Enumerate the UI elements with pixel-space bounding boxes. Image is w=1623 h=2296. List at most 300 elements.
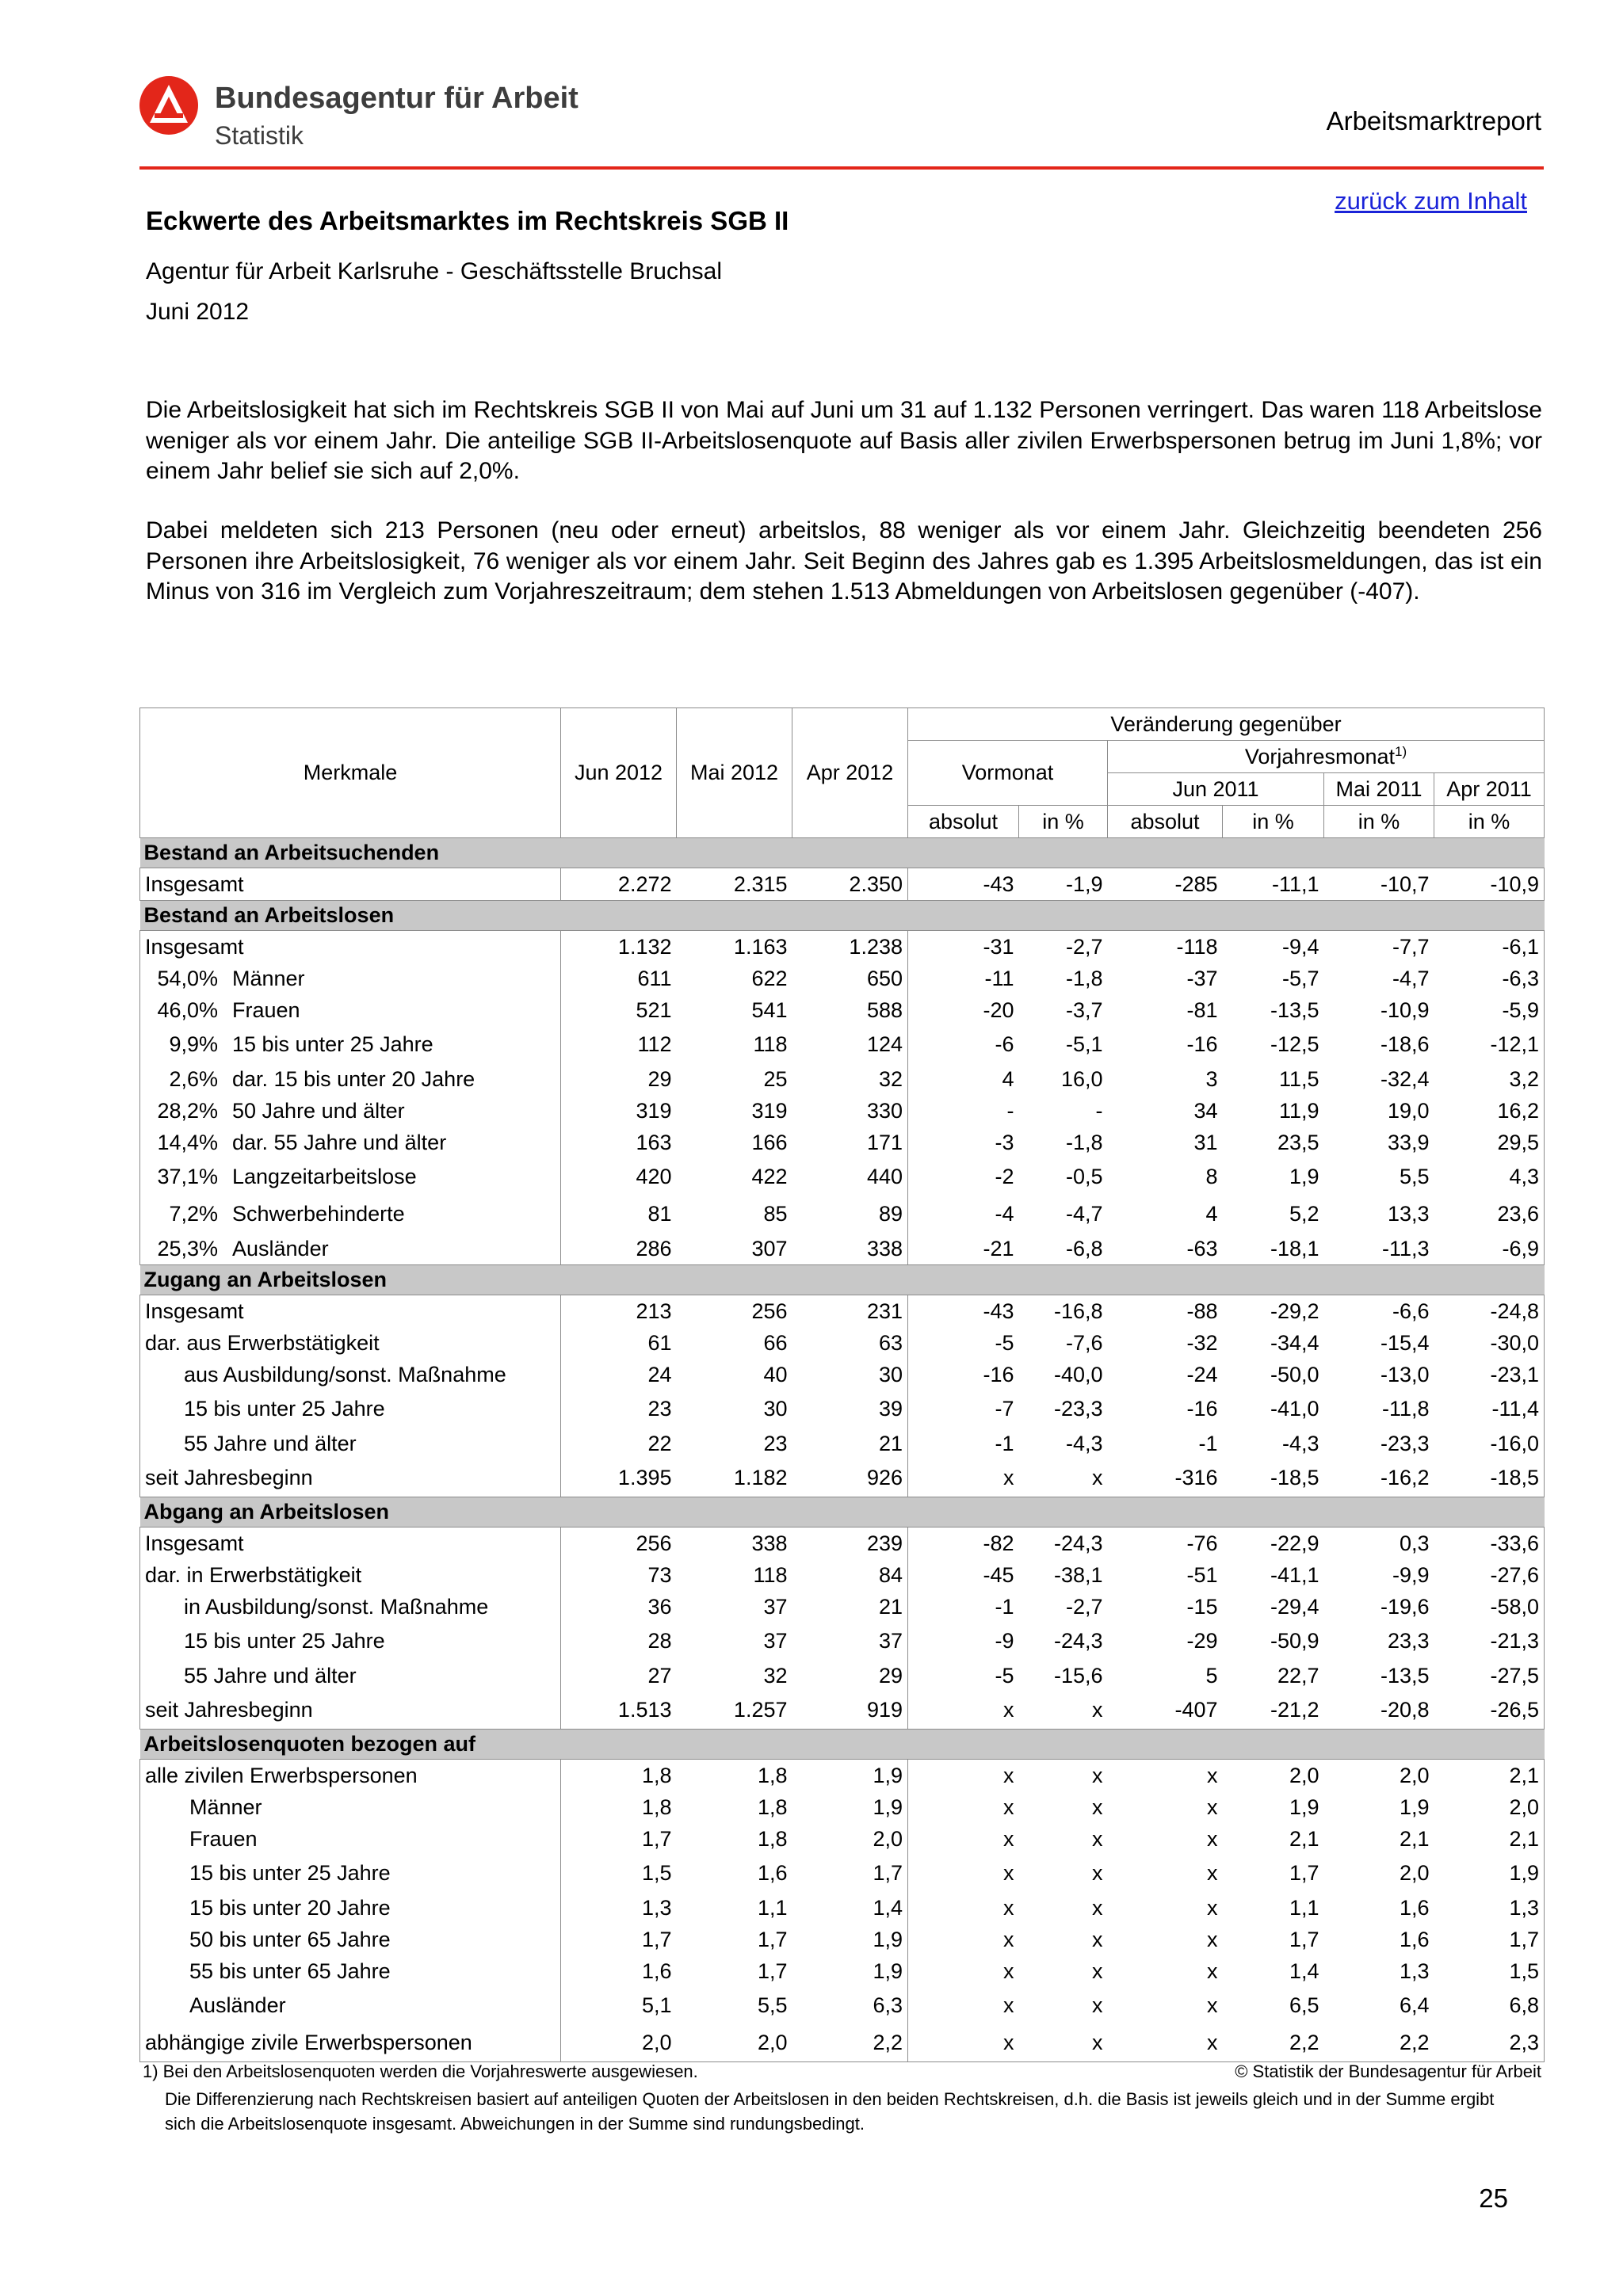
cell-vorjahr-pct: -11,1 xyxy=(1271,871,1319,896)
cell-vormonat-absolut: -5 xyxy=(995,1330,1014,1355)
cell-mai-2011-pct: -13,5 xyxy=(1380,1663,1430,1688)
cell-mai-2012: 66 xyxy=(763,1330,788,1355)
cell-apr-2011-pct: 1,7 xyxy=(1434,1924,1545,1955)
cell-apr-2011-pct: -10,9 xyxy=(1434,868,1545,901)
cell-apr-2011-pct: -30,0 xyxy=(1434,1327,1545,1359)
cell-vorjahr-absolut: 8 xyxy=(1205,1165,1218,1188)
cell-vorjahr-absolut: -81 xyxy=(1186,997,1218,1022)
cell-apr-2011-pct: -58,0 xyxy=(1434,1591,1545,1623)
cell-mai-2012: 1,7 xyxy=(757,1958,788,1983)
header-absolut: absolut xyxy=(908,806,1019,838)
cell-apr-2012: 440 xyxy=(792,1158,908,1196)
cell-vormonat-absolut: x xyxy=(1003,1794,1014,1819)
cell-apr-2012: 1,4 xyxy=(792,1892,908,1924)
cell-vorjahr-pct: -4,3 xyxy=(1281,1431,1319,1455)
row-label xyxy=(140,1158,561,1196)
table-row xyxy=(140,1955,1545,1987)
cell-mai-2012: 1.163 xyxy=(733,934,788,959)
row-label xyxy=(140,1233,561,1265)
cell-apr-2012: 30 xyxy=(792,1359,908,1390)
cell-vorjahr-absolut: -76 xyxy=(1186,1531,1218,1555)
section-title: Arbeitslosenquoten bezogen auf xyxy=(140,1730,1545,1760)
cell-vormonat-pct: -23,3 xyxy=(1053,1397,1103,1421)
cell-mai-2011-pct: -23,3 xyxy=(1380,1431,1430,1455)
cell-apr-2011-pct: 16,2 xyxy=(1434,1095,1545,1127)
cell-vorjahr-pct: -12,5 xyxy=(1270,1032,1319,1056)
cell-mai-2011-pct: 2,0 xyxy=(1399,1861,1430,1885)
cell-vormonat-absolut: -4 xyxy=(995,1202,1014,1226)
cell-vorjahr-absolut: x xyxy=(1207,1826,1218,1851)
share-percent: 9,9% xyxy=(169,1032,218,1056)
row-label xyxy=(140,963,561,994)
cell-vorjahr-pct: 1,7 xyxy=(1289,1927,1319,1951)
cell-mai-2012: 85 xyxy=(763,1202,788,1226)
cell-mai-2011-pct: -20,8 xyxy=(1380,1698,1430,1722)
cell-vormonat-absolut: x xyxy=(1003,1466,1014,1489)
cell-apr-2012: 1,9 xyxy=(792,1760,908,1792)
cell-jun-2012: 420 xyxy=(636,1165,672,1188)
cell-mai-2011-pct: 1,9 xyxy=(1399,1794,1430,1819)
table-row xyxy=(140,1063,1545,1095)
cell-vormonat-absolut: x xyxy=(1003,1763,1014,1787)
cell-vorjahr-pct: -34,4 xyxy=(1270,1330,1319,1355)
cell-apr-2012: 84 xyxy=(792,1559,908,1591)
cell-apr-2011-pct: 1,5 xyxy=(1434,1955,1545,1987)
cell-apr-2012: 29 xyxy=(792,1660,908,1691)
cell-vormonat-pct: -4,7 xyxy=(1065,1202,1103,1226)
cell-jun-2012: 1.513 xyxy=(617,1698,672,1722)
cell-apr-2012: 2.350 xyxy=(792,868,908,901)
cell-vorjahr-absolut: x xyxy=(1207,1794,1218,1819)
cell-vorjahr-absolut: x xyxy=(1207,1958,1218,1983)
cell-mai-2011-pct: 19,0 xyxy=(1387,1098,1430,1123)
row-label: 15 bis unter 20 Jahre xyxy=(140,1892,561,1924)
cell-jun-2012: 61 xyxy=(647,1330,672,1355)
cell-apr-2011-pct: -18,5 xyxy=(1434,1459,1545,1497)
cell-mai-2012: 1,6 xyxy=(757,1861,788,1885)
cell-jun-2012: 163 xyxy=(636,1130,672,1154)
share-percent: 46,0% xyxy=(157,997,218,1022)
row-label: Insgesamt xyxy=(140,1295,561,1328)
cell-vormonat-absolut: -82 xyxy=(983,1531,1014,1555)
cell-apr-2011-pct: 2,1 xyxy=(1434,1823,1545,1855)
share-percent: 25,3% xyxy=(157,1236,218,1261)
cell-vormonat-absolut: - xyxy=(1006,1098,1014,1123)
row-label: dar. aus Erwerbstätigkeit xyxy=(140,1327,561,1359)
cell-apr-2012: 1,9 xyxy=(792,1791,908,1823)
section-title: Abgang an Arbeitslosen xyxy=(140,1497,1545,1527)
table-row xyxy=(140,1095,1545,1127)
cell-mai-2011-pct: -7,7 xyxy=(1392,934,1430,959)
cell-vormonat-pct: -16,8 xyxy=(1053,1299,1103,1323)
cell-mai-2012: 1,1 xyxy=(757,1895,788,1920)
row-label-text: 15 bis unter 25 Jahre xyxy=(232,1032,433,1056)
row-label: abhängige zivile Erwerbspersonen xyxy=(140,2024,561,2062)
cell-vorjahr-absolut: 3 xyxy=(1205,1066,1218,1091)
cell-vormonat-pct: -24,3 xyxy=(1053,1531,1103,1555)
cell-apr-2012: 919 xyxy=(792,1691,908,1730)
cell-jun-2012: 256 xyxy=(636,1531,672,1555)
cell-mai-2012: 541 xyxy=(751,997,788,1022)
cell-apr-2012: 650 xyxy=(792,963,908,994)
ba-logo-icon xyxy=(139,75,199,135)
table-row xyxy=(140,1327,1545,1359)
row-label-text: Frauen xyxy=(232,997,300,1022)
table-row xyxy=(140,1591,1545,1623)
table-row xyxy=(140,1428,1545,1459)
cell-jun-2012: 23 xyxy=(647,1397,672,1421)
cell-vorjahr-pct: 1,4 xyxy=(1289,1958,1319,1983)
cell-mai-2011-pct: 1,6 xyxy=(1399,1927,1430,1951)
cell-mai-2011-pct: 1,3 xyxy=(1399,1958,1430,1983)
cell-mai-2012: 166 xyxy=(751,1130,788,1154)
table-row xyxy=(140,1295,1545,1328)
cell-mai-2012: 338 xyxy=(751,1531,788,1555)
table-row xyxy=(140,1527,1545,1560)
table-row xyxy=(140,1233,1545,1265)
cell-mai-2012: 32 xyxy=(763,1663,788,1688)
cell-vorjahr-absolut: x xyxy=(1108,2024,1223,2062)
report-label: Arbeitsmarktreport xyxy=(1326,106,1541,135)
cell-mai-2012: 319 xyxy=(751,1098,788,1123)
cell-mai-2011-pct: 23,3 xyxy=(1387,1629,1430,1653)
cell-vorjahr-pct: -50,0 xyxy=(1270,1362,1319,1386)
cell-vorjahr-absolut: -1 xyxy=(1198,1431,1218,1455)
cell-vorjahr-pct: -18,1 xyxy=(1270,1236,1319,1261)
cell-vormonat-absolut: -45 xyxy=(983,1562,1014,1587)
cell-mai-2012: 256 xyxy=(751,1299,788,1323)
cell-jun-2012: 1,7 xyxy=(641,1927,672,1951)
cell-jun-2012: 24 xyxy=(647,1362,672,1386)
cell-apr-2012: 21 xyxy=(792,1428,908,1459)
cell-jun-2012: 1,3 xyxy=(641,1895,672,1920)
cell-vormonat-absolut: -11 xyxy=(984,966,1014,990)
table-row xyxy=(140,1791,1545,1823)
cell-vorjahr-pct: 11,9 xyxy=(1278,1098,1319,1123)
share-percent: 54,0% xyxy=(157,966,218,990)
cell-vorjahr-absolut: 4 xyxy=(1205,1202,1218,1226)
cell-jun-2012: 611 xyxy=(637,966,672,990)
cell-mai-2012: 118 xyxy=(753,1562,788,1587)
summary-paragraph-1: Die Arbeitslosigkeit hat sich im Rechtskreis SGB II von Mai auf Juni um 31 auf 1.132 Personen verringert. Das waren 118 Arbeitslose weniger als vor einem Jahr. Die anteilige SGB II-Arbeitslosenquote auf Basis aller zivilen Erwerbspersonen betrug im Juni 1,8%; vor einem Jahr belief sie sich auf 2,0%. xyxy=(146,397,1542,484)
row-label: Insgesamt xyxy=(140,1527,561,1560)
cell-apr-2012: 1.238 xyxy=(792,931,908,963)
cell-apr-2012: 21 xyxy=(792,1591,908,1623)
share-percent: 7,2% xyxy=(169,1202,218,1226)
row-label: dar. in Erwerbstätigkeit xyxy=(140,1559,561,1591)
cell-vorjahr-absolut: -24 xyxy=(1186,1362,1218,1386)
org-subtitle: Statistik xyxy=(215,121,304,150)
cell-jun-2012: 29 xyxy=(647,1066,672,1091)
cell-mai-2012: 37 xyxy=(763,1594,788,1619)
cell-mai-2011-pct: -10,9 xyxy=(1380,997,1430,1022)
cell-vorjahr-pct: -29,2 xyxy=(1270,1299,1319,1323)
section-title: Zugang an Arbeitslosen xyxy=(140,1265,1545,1295)
cell-jun-2012: 1,5 xyxy=(641,1861,672,1885)
table-row xyxy=(140,1559,1545,1591)
cell-apr-2011-pct: -33,6 xyxy=(1434,1527,1545,1560)
cell-apr-2011-pct: -24,8 xyxy=(1434,1295,1545,1328)
cell-vormonat-absolut: -3 xyxy=(995,1130,1014,1154)
cell-vormonat-pct: x xyxy=(1092,1698,1103,1722)
cell-mai-2011-pct: 2,0 xyxy=(1399,1763,1430,1787)
cell-vorjahr-pct: 2,1 xyxy=(1289,1826,1319,1851)
org-name: Bundesagentur für Arbeit xyxy=(215,82,579,115)
share-percent: 37,1% xyxy=(157,1165,218,1188)
cell-apr-2011-pct: 29,5 xyxy=(1434,1127,1545,1158)
cell-vorjahr-absolut: -285 xyxy=(1174,871,1218,896)
cell-mai-2011-pct: -16,2 xyxy=(1380,1466,1430,1489)
cell-vormonat-pct: x xyxy=(1092,1927,1103,1951)
cell-vormonat-absolut: -6 xyxy=(995,1032,1014,1056)
cell-jun-2012: 1,6 xyxy=(641,1958,672,1983)
cell-vormonat-absolut: x xyxy=(1003,1895,1014,1920)
header-vorjahresmonat: Vorjahresmonat$^{1)}$ xyxy=(1108,741,1545,773)
cell-jun-2012: 2.272 xyxy=(617,871,672,896)
cell-vorjahr-pct: -50,9 xyxy=(1270,1629,1319,1653)
cell-vorjahr-absolut: -407 xyxy=(1174,1698,1218,1722)
table-row xyxy=(140,1127,1545,1158)
section-title: Bestand an Arbeitsuchenden xyxy=(140,838,1545,868)
cell-apr-2011-pct: 2,0 xyxy=(1434,1791,1545,1823)
cell-vormonat-pct: -4,3 xyxy=(1065,1431,1103,1455)
footnote-2: Die Differenzierung nach Rechtskreisen basiert auf anteiligen Quoten der Arbeitslosen in den beiden Rechtskreisen, d.h. die Basis ist jeweils gleich und in der Summe ergibt sich die Arbeitslosenquote insgesamt. Abweichungen in der Summe sind rundungsbedingt. xyxy=(165,2089,1495,2134)
cell-vorjahr-absolut: -118 xyxy=(1176,934,1218,959)
cell-vormonat-absolut: x xyxy=(1003,1993,1014,2017)
cell-vorjahr-pct: 1,9 xyxy=(1289,1165,1319,1188)
cell-vormonat-absolut: -9 xyxy=(995,1629,1014,1653)
cell-mai-2011-pct: -11,3 xyxy=(1381,1236,1430,1261)
cell-apr-2012: 338 xyxy=(792,1233,908,1265)
cell-jun-2012: 2,0 xyxy=(561,2024,677,2062)
cell-vormonat-pct: -3,7 xyxy=(1065,997,1103,1022)
section-header-row xyxy=(140,838,1545,868)
cell-vorjahr-pct: 2,0 xyxy=(1289,1763,1319,1787)
cell-apr-2012: 1,9 xyxy=(792,1955,908,1987)
cell-jun-2012: 286 xyxy=(636,1236,672,1261)
cell-apr-2011-pct: -12,1 xyxy=(1434,1026,1545,1063)
row-label: 55 bis unter 65 Jahre xyxy=(140,1955,561,1987)
cell-vorjahr-absolut: -29 xyxy=(1186,1629,1218,1653)
cell-apr-2012: 39 xyxy=(792,1390,908,1428)
cell-vorjahr-absolut: x xyxy=(1207,1895,1218,1920)
cell-apr-2011-pct: 3,2 xyxy=(1434,1063,1545,1095)
cell-vorjahr-pct: 23,5 xyxy=(1277,1130,1319,1154)
cell-vormonat-absolut: -31 xyxy=(983,934,1014,959)
cell-vorjahr-pct: -29,4 xyxy=(1270,1594,1319,1619)
cell-vorjahr-absolut: -37 xyxy=(1186,966,1218,990)
row-label: Insgesamt xyxy=(140,868,561,901)
page-number: 25 xyxy=(1479,2183,1508,2213)
cell-mai-2012: 118 xyxy=(753,1032,788,1056)
cell-vorjahr-pct: -41,1 xyxy=(1270,1562,1319,1587)
cell-jun-2012: 213 xyxy=(636,1299,672,1323)
cell-vormonat-absolut: x xyxy=(1003,1958,1014,1983)
row-label xyxy=(140,994,561,1026)
cell-apr-2011-pct: 6,8 xyxy=(1434,1987,1545,2024)
cell-mai-2012: 1.257 xyxy=(733,1698,788,1722)
cell-vorjahr-pct: -13,5 xyxy=(1270,997,1319,1022)
cell-mai-2011-pct: -19,6 xyxy=(1380,1594,1430,1619)
row-label: 55 Jahre und älter xyxy=(140,1428,561,1459)
cell-vorjahr-pct: -5,7 xyxy=(1281,966,1319,990)
table-row xyxy=(140,2024,1545,2062)
row-label: 15 bis unter 25 Jahre xyxy=(140,1855,561,1892)
cell-vormonat-pct: -15,6 xyxy=(1053,1663,1103,1688)
cell-vorjahr-pct: -22,9 xyxy=(1270,1531,1319,1555)
cell-vormonat-absolut: -1 xyxy=(995,1594,1014,1619)
cell-apr-2012: 231 xyxy=(792,1295,908,1328)
table-row xyxy=(140,1760,1545,1792)
cell-vorjahr-pct: -9,4 xyxy=(1281,934,1319,959)
cell-vorjahr-pct: -18,5 xyxy=(1270,1466,1319,1489)
table-row xyxy=(140,1359,1545,1390)
cell-mai-2011-pct: -18,6 xyxy=(1380,1032,1430,1056)
row-label-text: Ausländer xyxy=(232,1236,329,1261)
header-in-pct: in % xyxy=(1223,806,1324,838)
cell-apr-2011-pct: -21,3 xyxy=(1434,1623,1545,1660)
row-label-text: Männer xyxy=(232,966,305,990)
header-apr-2011: Apr 2011 xyxy=(1434,773,1545,806)
cell-mai-2012: 1,8 xyxy=(757,1794,788,1819)
row-label xyxy=(140,1063,561,1095)
cell-vormonat-pct: x xyxy=(1019,2024,1108,2062)
cell-apr-2011-pct: -27,6 xyxy=(1434,1559,1545,1591)
cell-apr-2011-pct: -6,1 xyxy=(1434,931,1545,963)
row-label-text: 50 Jahre und älter xyxy=(232,1098,405,1123)
row-label: seit Jahresbeginn xyxy=(140,1459,561,1497)
cell-vormonat-pct: x xyxy=(1092,1763,1103,1787)
cell-vormonat-pct: x xyxy=(1092,1993,1103,2017)
cell-vorjahr-pct: -21,2 xyxy=(1270,1698,1319,1722)
cell-jun-2012: 28 xyxy=(647,1629,672,1653)
cell-vormonat-pct: x xyxy=(1092,1466,1103,1489)
table-row xyxy=(140,1390,1545,1428)
cell-apr-2012: 124 xyxy=(792,1026,908,1063)
cell-vormonat-absolut: -43 xyxy=(983,871,1014,896)
cell-vormonat-pct: -2,7 xyxy=(1065,934,1103,959)
cell-apr-2012: 588 xyxy=(792,994,908,1026)
cell-vormonat-absolut: x xyxy=(1003,1861,1014,1885)
table-row xyxy=(140,1660,1545,1691)
share-percent: 28,2% xyxy=(157,1098,218,1123)
header-veraenderung: Veränderung gegenüber xyxy=(908,708,1545,741)
cell-vormonat-pct: 16,0 xyxy=(1060,1066,1103,1091)
cell-apr-2011-pct: -11,4 xyxy=(1434,1390,1545,1428)
cell-vorjahr-absolut: -51 xyxy=(1186,1562,1218,1587)
cell-vorjahr-absolut: -316 xyxy=(1174,1466,1218,1489)
cell-vorjahr-pct: -41,0 xyxy=(1270,1397,1319,1421)
cell-vorjahr-absolut: x xyxy=(1207,1861,1218,1885)
cell-mai-2012: 1.182 xyxy=(733,1466,788,1489)
cell-jun-2012: 81 xyxy=(647,1202,672,1226)
header-in-pct: in % xyxy=(1324,806,1434,838)
cell-mai-2012: 40 xyxy=(763,1362,788,1386)
cell-mai-2012: 1,7 xyxy=(757,1927,788,1951)
cell-apr-2011-pct: -16,0 xyxy=(1434,1428,1545,1459)
row-label: alle zivilen Erwerbspersonen xyxy=(140,1760,561,1792)
cell-vorjahr-pct: 6,5 xyxy=(1289,1993,1319,2017)
cell-apr-2011-pct: 2,1 xyxy=(1434,1760,1545,1792)
row-label: Insgesamt xyxy=(140,931,561,963)
row-label-text: dar. 15 bis unter 20 Jahre xyxy=(232,1066,475,1091)
cell-vorjahr-pct: 2,2 xyxy=(1223,2024,1324,2062)
cell-vorjahr-absolut: 34 xyxy=(1193,1098,1218,1123)
cell-vorjahr-pct: 1,9 xyxy=(1289,1794,1319,1819)
cell-vormonat-pct: x xyxy=(1092,1826,1103,1851)
cell-mai-2012: 2.315 xyxy=(733,871,788,896)
header-divider xyxy=(139,166,1544,170)
cell-vorjahr-pct: 5,2 xyxy=(1289,1202,1319,1226)
cell-apr-2011-pct: 1,3 xyxy=(1434,1892,1545,1924)
cell-apr-2011-pct: -23,1 xyxy=(1434,1359,1545,1390)
back-to-contents-link[interactable]: zurück zum Inhalt xyxy=(1335,187,1527,215)
cell-apr-2011-pct: -6,9 xyxy=(1434,1233,1545,1265)
cell-mai-2011-pct: -9,9 xyxy=(1392,1562,1430,1587)
cell-vorjahr-pct: 22,7 xyxy=(1277,1663,1319,1688)
cell-apr-2011-pct: 23,6 xyxy=(1434,1196,1545,1233)
cell-jun-2012: 112 xyxy=(637,1032,672,1056)
cell-vormonat-pct: -1,8 xyxy=(1065,1130,1103,1154)
header-vormonat: Vormonat xyxy=(908,741,1108,806)
cell-apr-2011-pct: 2,3 xyxy=(1434,2024,1545,2062)
summary-paragraph-2: Dabei meldeten sich 213 Personen (neu oder erneut) arbeitslos, 88 weniger als vor einem Jahr. Gleichzeitig beendeten 256 Personen ihre Arbeitslosigkeit, 76 weniger als vor einem Jahr. Seit Beginn des Jahres gab es 1.395 Arbeitslosmeldungen, das ist ein Minus von 316 im Vergleich zum Vorjahreszeitraum; dem stehen 1.513 Abmeldungen von Arbeitslosen gegenüber (-407). xyxy=(146,517,1542,605)
table-row xyxy=(140,994,1545,1026)
table-row xyxy=(140,963,1545,994)
section-header-row xyxy=(140,1730,1545,1760)
copyright: © Statistik der Bundesagentur für Arbeit xyxy=(1235,2061,1541,2081)
cell-mai-2012: 37 xyxy=(763,1629,788,1653)
row-label: Ausländer xyxy=(140,1987,561,2024)
row-label: Frauen xyxy=(140,1823,561,1855)
row-label xyxy=(140,1026,561,1063)
cell-vorjahr-absolut: x xyxy=(1207,1927,1218,1951)
header-in-pct: in % xyxy=(1019,806,1108,838)
cell-vorjahr-absolut: -88 xyxy=(1186,1299,1218,1323)
cell-vorjahr-absolut: -15 xyxy=(1186,1594,1218,1619)
cell-mai-2011-pct: -15,4 xyxy=(1380,1330,1430,1355)
row-label: aus Ausbildung/sonst. Maßnahme xyxy=(140,1359,561,1390)
cell-vormonat-absolut: -20 xyxy=(983,997,1014,1022)
cell-vormonat-pct: -40,0 xyxy=(1053,1362,1103,1386)
cell-vormonat-pct: -24,3 xyxy=(1053,1629,1103,1653)
share-percent: 2,6% xyxy=(169,1066,218,1091)
cell-apr-2011-pct: 4,3 xyxy=(1434,1158,1545,1196)
table-row xyxy=(140,1691,1545,1730)
cell-vormonat-pct: -7,6 xyxy=(1065,1330,1103,1355)
cell-apr-2012: 2,0 xyxy=(792,1823,908,1855)
cell-jun-2012: 27 xyxy=(647,1663,672,1688)
row-label xyxy=(140,1127,561,1158)
cell-vormonat-absolut: x xyxy=(908,2024,1019,2062)
cell-mai-2011-pct: 1,6 xyxy=(1399,1895,1430,1920)
cell-mai-2011-pct: -32,4 xyxy=(1380,1066,1430,1091)
table-row xyxy=(140,1855,1545,1892)
cell-jun-2012: 22 xyxy=(647,1431,672,1455)
cell-mai-2011-pct: 6,4 xyxy=(1399,1993,1430,2017)
cell-jun-2012: 1,8 xyxy=(641,1794,672,1819)
cell-apr-2012: 63 xyxy=(792,1327,908,1359)
cell-vormonat-pct: -2,7 xyxy=(1065,1594,1103,1619)
cell-vormonat-absolut: -5 xyxy=(995,1663,1014,1688)
cell-vorjahr-absolut: -16 xyxy=(1186,1397,1218,1421)
cell-apr-2012: 37 xyxy=(792,1623,908,1660)
cell-mai-2012: 307 xyxy=(751,1236,788,1261)
header-jun-2012: Jun 2012 xyxy=(561,708,677,838)
labour-market-table xyxy=(139,707,1545,2062)
cell-apr-2012: 2,2 xyxy=(792,2024,908,2062)
table-row xyxy=(140,1026,1545,1063)
